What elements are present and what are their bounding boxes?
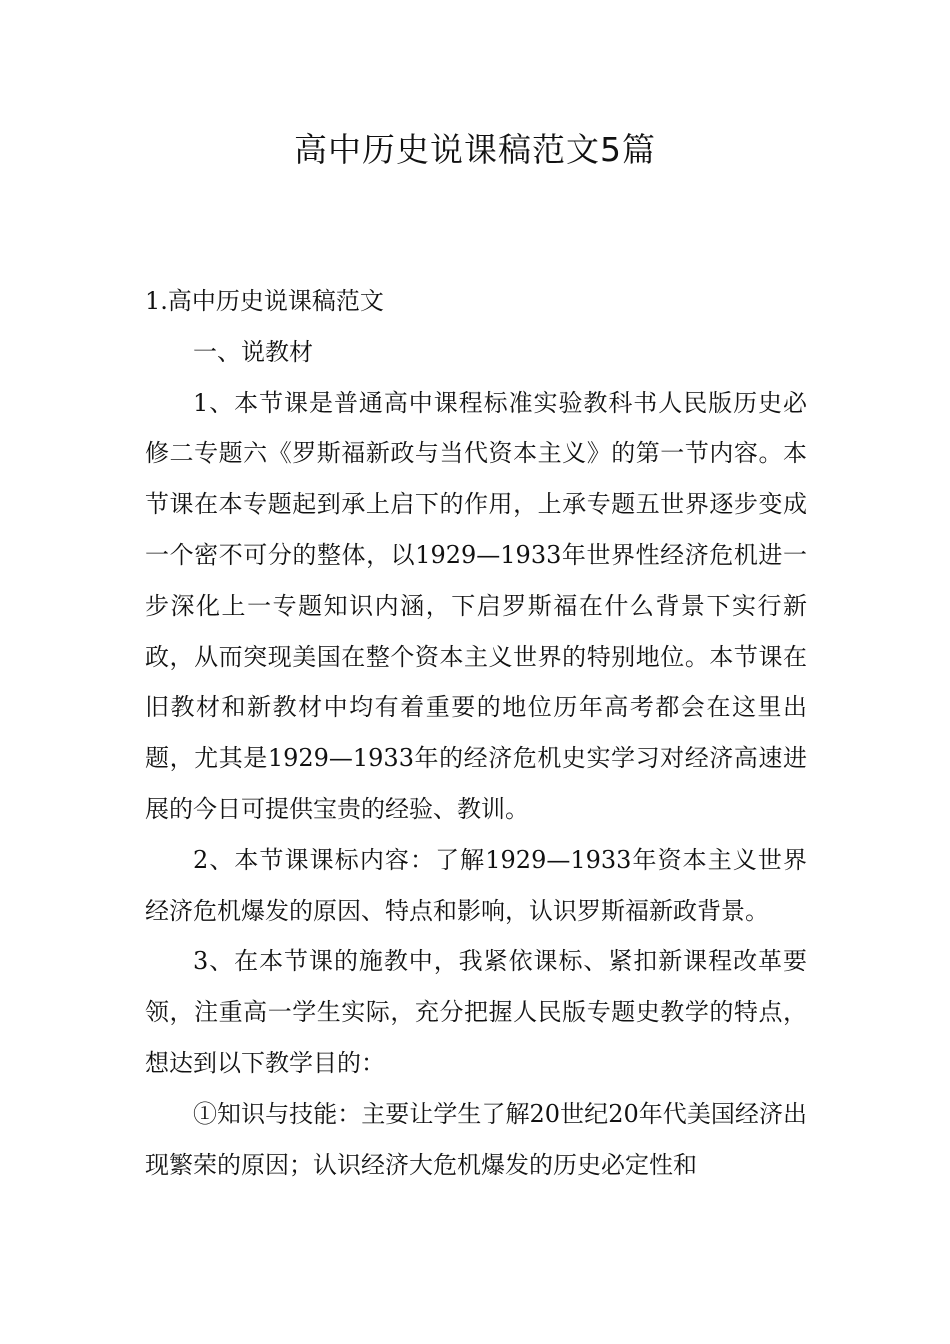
document-body xyxy=(145,276,807,1190)
section-heading: 1.高中历史说课稿范文 xyxy=(145,287,384,315)
subheading: 一、说教材 xyxy=(193,337,313,366)
document-title: 高中历史说课稿范文5篇 xyxy=(294,130,656,169)
paragraph-1: 1、本节课是普通高中课程标准实验教科书人民版历史必修二专题六《罗斯福新政与当代资本主义》的第一节内容。本节课在本专题起到承上启下的作用，上承专题五世界逐步变成一个密不可分的整体，以1929—1933年世界性经济危机进一步深化上一专题知识内涵，下启罗斯福在什么背景下实行新政，从而突现美国在整个资本主义世界的特别地位。本节课在旧教材和新教材中均有着重要的地位历年高考都会在这里出题，尤其是1929—1933年的经济危机史实学习对经济高速进展的今日可提供宝贵的经验、教训。 xyxy=(145,388,807,823)
paragraph-3: 3、在本节课的施教中，我紧依课标、紧扣新课程改革要领，注重高一学生实际，充分把握人民版专题史教学的特点，想达到以下教学目的： xyxy=(145,947,807,1077)
paragraph-4: ①知识与技能：主要让学生了解20世纪20年代美国经济出现繁荣的原因；认识经济大危机爆发的历史必定性和 xyxy=(145,1099,807,1179)
paragraph-2: 2、本节课课标内容：了解1929—1933年资本主义世界经济危机爆发的原因、特点和影响，认识罗斯福新政背景。 xyxy=(145,845,807,925)
